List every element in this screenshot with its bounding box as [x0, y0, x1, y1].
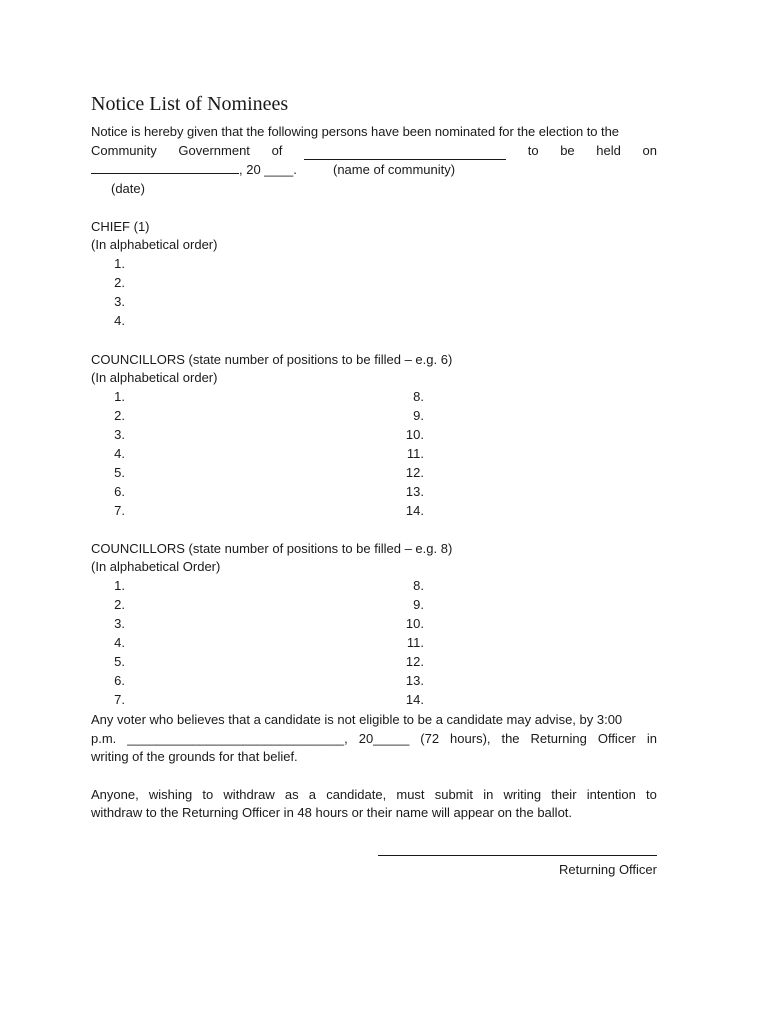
page-title: Notice List of Nominees — [91, 93, 289, 115]
councillor-number: 12. — [405, 465, 424, 480]
year-suffix: , 20 ____. — [239, 162, 297, 177]
chief-heading: CHIEF (1) — [91, 219, 150, 234]
councillor-number: 6. — [114, 484, 125, 499]
withdraw-word: their — [551, 787, 577, 802]
withdraw-word: candidate, — [326, 787, 387, 802]
voter-paragraph-line-1: Any voter who believes that a candidate is not eligible to be a candidate may advise, by 3:00 — [91, 712, 623, 727]
councillor-number: 5. — [114, 654, 125, 669]
intro-word: Government — [178, 143, 250, 158]
councillor-number: 1. — [114, 389, 125, 404]
voter-word: the — [501, 731, 520, 746]
intro-word: be — [560, 143, 575, 158]
councillor-number: 10. — [405, 616, 424, 631]
councillor-number: 7. — [114, 692, 125, 707]
withdraw-word: intention — [586, 787, 636, 802]
intro-line-1: Notice is hereby given that the following persons have been nominated for the election to the — [91, 124, 619, 139]
voter-word: in — [646, 731, 657, 746]
voter-paragraph-line-2 — [91, 729, 657, 748]
councillor-number: 6. — [114, 673, 125, 688]
councillor-number: 8. — [413, 389, 424, 404]
councillor-number: 13. — [405, 673, 424, 688]
councillors-a-subheading: (In alphabetical order) — [91, 370, 218, 385]
voter-word: Officer — [597, 731, 636, 746]
councillor-number: 14. — [405, 692, 424, 707]
voter-word: p.m. — [91, 731, 117, 746]
voter-word: Returning — [530, 731, 587, 746]
returning-officer-label: Returning Officer — [558, 862, 657, 877]
chief-number: 3. — [114, 294, 125, 309]
voter-word: (72 — [420, 731, 440, 746]
name-of-community-label: (name of community) — [333, 162, 456, 177]
withdraw-word: to — [202, 787, 214, 802]
councillor-number: 14. — [405, 503, 424, 518]
councillor-number: 4. — [114, 635, 125, 650]
withdraw-word: as — [284, 787, 299, 802]
withdraw-word: wishing — [148, 787, 193, 802]
voter-word: hours), — [450, 731, 491, 746]
intro-word: to — [527, 143, 539, 158]
councillor-number: 4. — [114, 446, 125, 461]
withdraw-word: submit — [434, 787, 474, 802]
withdraw-word: to — [646, 787, 657, 802]
deadline-year-blank[interactable]: 20_____ — [358, 731, 410, 746]
date-label: (date) — [111, 181, 145, 196]
withdraw-word: must — [396, 787, 425, 802]
councillor-number: 2. — [114, 597, 125, 612]
councillor-number: 3. — [114, 427, 125, 442]
councillor-number: 9. — [413, 597, 424, 612]
withdraw-word: in — [483, 787, 494, 802]
councillor-number: 11. — [406, 635, 424, 650]
intro-line-3 — [91, 160, 297, 179]
intro-word: on — [642, 143, 657, 158]
councillors-b-subheading: (In alphabetical Order) — [91, 559, 221, 574]
deadline-date-blank[interactable]: ______________________________, — [127, 731, 348, 746]
councillors-b-heading: COUNCILLORS (state number of positions to be filled – e.g. 8) — [91, 541, 453, 556]
voter-paragraph-line-3: writing of the grounds for that belief. — [91, 749, 298, 764]
councillor-number: 10. — [405, 427, 424, 442]
withdraw-word: writing — [503, 787, 542, 802]
withdraw-word: a — [308, 787, 317, 802]
community-name-blank[interactable] — [304, 146, 506, 160]
councillors-a-heading: COUNCILLORS (state number of positions to be filled – e.g. 6) — [91, 352, 453, 367]
councillor-number: 13. — [405, 484, 424, 499]
date-blank[interactable] — [91, 160, 239, 174]
signature-line[interactable] — [378, 855, 657, 856]
chief-number: 1. — [114, 256, 125, 271]
councillor-number: 7. — [114, 503, 125, 518]
chief-number: 4. — [114, 313, 125, 328]
chief-subheading: (In alphabetical order) — [91, 237, 218, 252]
chief-number: 2. — [114, 275, 125, 290]
councillor-number: 9. — [413, 408, 424, 423]
councillor-number: 12. — [405, 654, 424, 669]
withdraw-paragraph-line-2: withdraw to the Returning Officer in 48 hours or their name will appear on the ballot. — [91, 805, 573, 820]
councillor-number: 1. — [114, 578, 125, 593]
withdraw-word: Anyone, — [91, 787, 139, 802]
withdraw-word: withdraw — [223, 787, 275, 802]
councillor-number: 3. — [114, 616, 125, 631]
intro-word: Community — [91, 143, 157, 158]
withdraw-paragraph-line-1 — [91, 785, 657, 804]
councillor-number: 5. — [114, 465, 125, 480]
intro-word: held — [596, 143, 621, 158]
councillor-number: 8. — [413, 578, 424, 593]
intro-word: of — [271, 143, 283, 158]
councillor-number: 11. — [406, 446, 424, 461]
intro-line-2 — [91, 141, 657, 160]
councillor-number: 2. — [114, 408, 125, 423]
